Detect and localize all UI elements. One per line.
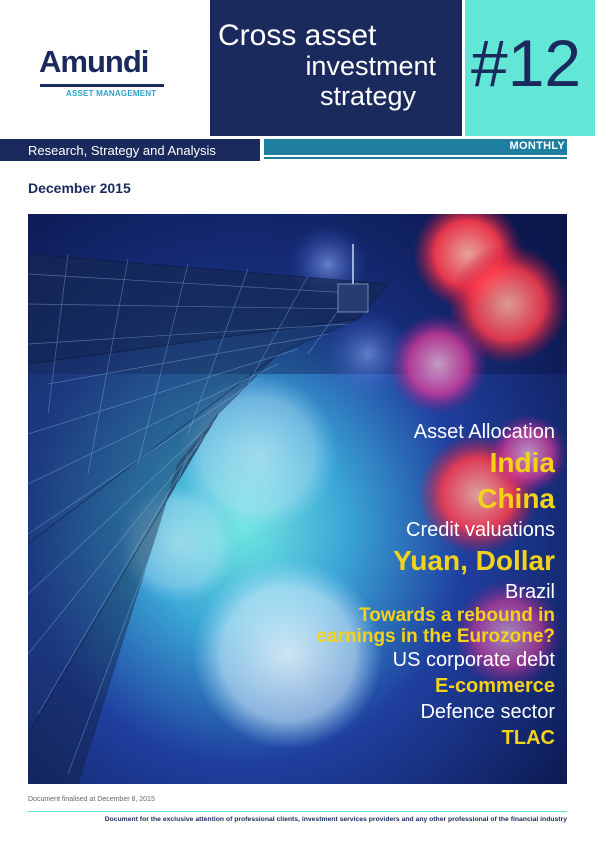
headline-tlac: TLAC xyxy=(501,727,555,749)
finalised-date-note: Document finalised at December 8, 2015 xyxy=(28,796,155,803)
title-line-1: Cross asset xyxy=(218,19,377,52)
brand-name: Amundi xyxy=(39,44,149,79)
headline-eurozone-earnings-2: earnings in the Eurozone? xyxy=(316,626,555,647)
frequency-banner-rule xyxy=(264,157,567,159)
headline-yuan-dollar: Yuan, Dollar xyxy=(393,545,555,576)
headline-china: China xyxy=(477,483,555,514)
publication-title-box xyxy=(210,0,462,136)
frequency-banner xyxy=(264,139,567,155)
brand-tagline: ASSET MANAGEMENT xyxy=(66,89,157,98)
headline-defence-sector: Defence sector xyxy=(420,701,555,723)
headline-brazil: Brazil xyxy=(504,581,555,603)
issue-date: December 2015 xyxy=(28,180,131,196)
title-line-2: investment xyxy=(305,51,436,81)
cover-photo xyxy=(28,214,567,784)
headline-credit-valuations: Credit valuations xyxy=(406,519,555,541)
professional-disclaimer: Document for the exclusive attention of professional clients, investment services providers and any other professional of the financial industry xyxy=(104,816,567,823)
headline-e-commerce: E-commerce xyxy=(434,675,555,697)
research-banner xyxy=(0,139,260,161)
headline-eurozone-earnings-1: Towards a rebound in xyxy=(359,605,555,626)
headline-us-corporate-debt: US corporate debt xyxy=(392,649,555,671)
headline-list xyxy=(316,419,555,751)
headline-india: India xyxy=(489,447,555,478)
issue-number: #12 xyxy=(471,26,582,100)
research-banner-label: Research, Strategy and Analysis xyxy=(28,143,216,158)
title-line-3: strategy xyxy=(319,81,416,111)
issue-number-box xyxy=(465,0,595,136)
frequency-label: MONTHLY xyxy=(509,140,565,152)
footer-divider xyxy=(28,811,567,812)
headline-asset-allocation: Asset Allocation xyxy=(413,421,555,443)
logo-underline xyxy=(40,84,164,87)
amundi-logo xyxy=(0,0,208,136)
